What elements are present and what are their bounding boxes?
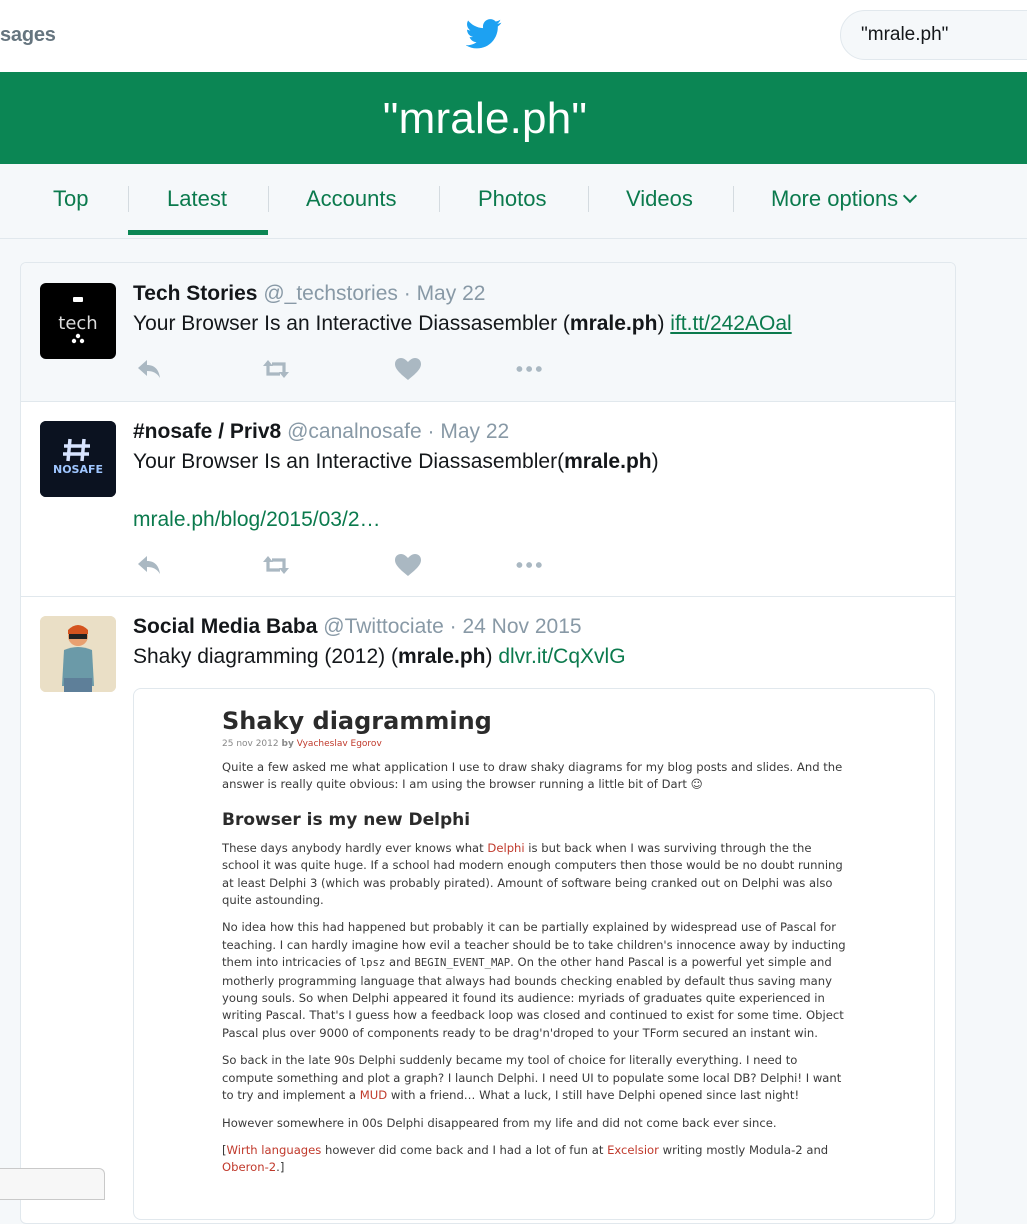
tab-accounts[interactable]: Accounts [306, 186, 397, 211]
tab-divider [588, 186, 589, 212]
article-link: Wirth languages [226, 1142, 322, 1157]
tab-divider [268, 186, 269, 212]
nosafe-logo-icon [40, 421, 116, 497]
messages-nav-link[interactable]: sages [0, 24, 56, 46]
more-actions-icon[interactable] [515, 552, 545, 578]
chevron-down-icon [903, 189, 917, 203]
tweet-text [133, 312, 792, 336]
article-paragraph [222, 1052, 852, 1104]
article-link: Delphi [487, 840, 525, 855]
tweet-text-part: Your Browser Is an Interactive Diassasembler( [133, 450, 565, 473]
tweet-author-name[interactable]: #nosafe / Priv8 [133, 420, 282, 443]
article-text: with a friend… What a luck, I still have Delphi opened since last night! [387, 1088, 800, 1103]
twitter-bird-icon[interactable] [466, 18, 502, 50]
tweet-text-part: Your Browser Is an Interactive Diassasembler ( [133, 312, 570, 335]
person-avatar-icon [40, 616, 116, 692]
article-text: So back in the late 90s Delphi suddenly became my tool of choice for literally everything. I need to compute something and plot a graph? I launch Delphi. I need UI to populate some local DB? Delphi! I want to try and implement a [222, 1053, 842, 1103]
tweet-header [133, 282, 485, 306]
tweet-text-highlight: mrale.ph [569, 312, 658, 335]
avatar-text: NOSAFE [52, 463, 104, 476]
tweet-text-part: Shaky diagramming (2012) ( [133, 645, 398, 668]
search-input[interactable] [840, 10, 1027, 60]
tweet-author-name[interactable]: Tech Stories [133, 282, 258, 305]
tweet-item[interactable] [21, 263, 955, 402]
article-paragraph [222, 1142, 852, 1177]
article-text: These days anybody hardly ever knows what [222, 840, 488, 855]
article-title: Shaky diagramming [222, 707, 492, 735]
like-heart-icon[interactable] [393, 552, 423, 578]
avatar-text: tech [58, 313, 98, 334]
tweet-timestamp[interactable]: May 22 [416, 282, 486, 305]
like-heart-icon[interactable] [393, 356, 423, 382]
tweet-text-part: ) [651, 450, 659, 473]
tweet-author-handle[interactable]: @canalnosafe [287, 420, 422, 443]
tweet-author-handle[interactable]: @_techstories [263, 282, 398, 305]
tweet-text-highlight: mrale.ph [564, 450, 652, 473]
tweet-text-part: ) [485, 645, 493, 668]
tweet-text [133, 450, 659, 474]
article-text: [ [222, 1142, 227, 1157]
status-tooltip [0, 1168, 105, 1200]
tab-latest[interactable]: Latest [167, 186, 227, 211]
article-code: lpsz [359, 957, 386, 970]
separator-dot: · [403, 282, 411, 305]
tab-videos[interactable]: Videos [626, 186, 693, 211]
article-paragraph [222, 919, 852, 1042]
tab-divider [128, 186, 129, 212]
article-link: MUD [359, 1088, 388, 1103]
article-text: is but back when I was surviving through the the school it was quite huge. If a school had modern enough computers then those would be no doubt running at least Delphi 3 (which was probably pirated). Amount of software being cranked out on Delphi was also quite astounding. [222, 840, 843, 908]
more-actions-icon[interactable] [515, 356, 545, 382]
tweet-actions [133, 356, 553, 382]
retweet-icon[interactable] [261, 552, 291, 578]
tweet-text [133, 645, 626, 669]
tweet-stream [20, 262, 956, 1224]
tweet-timestamp[interactable]: 24 Nov 2015 [462, 615, 582, 638]
search-results-banner [0, 72, 1027, 164]
avatar[interactable] [40, 421, 116, 497]
article-author: Vyacheslav Egorov [296, 739, 382, 749]
article-text: however did come back and I had a lot of fun at [321, 1142, 608, 1157]
reply-icon[interactable] [135, 356, 165, 382]
tweet-header [133, 420, 509, 444]
article-link: Excelsior [607, 1142, 659, 1157]
top-navigation-bar [0, 0, 1027, 73]
separator-dot: · [449, 615, 457, 638]
tweet-text-highlight: mrale.ph [397, 645, 486, 668]
tweet-actions [133, 552, 553, 578]
tab-photos[interactable]: Photos [478, 186, 547, 211]
tab-top[interactable]: Top [53, 186, 89, 211]
tweet-item[interactable] [21, 596, 955, 1224]
tab-divider [733, 186, 734, 212]
article-meta [222, 739, 852, 749]
avatar[interactable] [40, 283, 116, 359]
tab-divider [439, 186, 440, 212]
search-query-title: "mrale.ph" [382, 94, 588, 143]
article-date: 25 nov 2012 [222, 739, 279, 749]
article-paragraph: However somewhere in 00s Delphi disappeared from my life and did not come back ever since. [222, 1115, 777, 1130]
article-code: BEGIN_EVENT_MAP [414, 957, 511, 970]
tweet-link[interactable]: dlvr.it/CqXvlG [498, 645, 626, 668]
separator-dot: · [427, 420, 435, 443]
article-link: Oberon-2 [222, 1160, 277, 1175]
article-paragraph [222, 840, 852, 910]
tech-stories-logo-icon [40, 283, 116, 359]
article-heading: Browser is my new Delphi [222, 809, 471, 830]
article-screenshot [222, 707, 852, 1177]
tweet-author-name[interactable]: Social Media Baba [133, 615, 318, 638]
article-text: .] [276, 1160, 285, 1175]
tweet-author-handle[interactable]: @Twittociate [323, 615, 444, 638]
tweet-item[interactable] [21, 401, 955, 597]
tweet-header [133, 615, 582, 639]
article-text: writing mostly Modula-2 and [658, 1142, 829, 1157]
article-paragraph: Quite a few asked me what application I use to draw shaky diagrams for my blog posts and slides. And the answer is really quite obvious: I am using the browser running a little bit of Dart ☺ [222, 760, 843, 792]
article-text: . On the other hand Pascal is a powerful yet simple and motherly programming language that always had bounds checking enabled by default thus saving many young souls. So when Delphi appeared it found its audience: myriads of graduates quite experienced in writing Pascal. That's I guess how a feedback loop was closed and continued to exist for some time. Object Pascal plus over 9000 of components ready to be drag'n'droped to your TForm secured an instant win. [222, 955, 844, 1040]
tweet-text-part: ) [657, 312, 665, 335]
retweet-icon[interactable] [261, 356, 291, 382]
tab-more-options-label: More options [771, 186, 899, 211]
reply-icon[interactable] [135, 552, 165, 578]
search-filter-tabs [0, 164, 1027, 239]
tweet-media-card[interactable] [133, 688, 935, 1220]
tweet-link[interactable]: mrale.ph/blog/2015/03/2… [133, 508, 381, 531]
article-text: and [385, 955, 415, 970]
avatar[interactable] [40, 616, 116, 692]
article-by: by [281, 739, 294, 749]
article-text: No idea how this had happened but probably it can be partially explained by widespread use of Pascal for teaching. I can hardly imagine how evil a teacher should be to take children's innocence away by inducting them into intricacies of [222, 920, 846, 970]
active-tab-indicator [128, 230, 268, 235]
tab-more-options[interactable] [771, 186, 915, 212]
tweet-link[interactable]: ift.tt/242AOal [670, 312, 792, 335]
tweet-timestamp[interactable]: May 22 [440, 420, 510, 443]
